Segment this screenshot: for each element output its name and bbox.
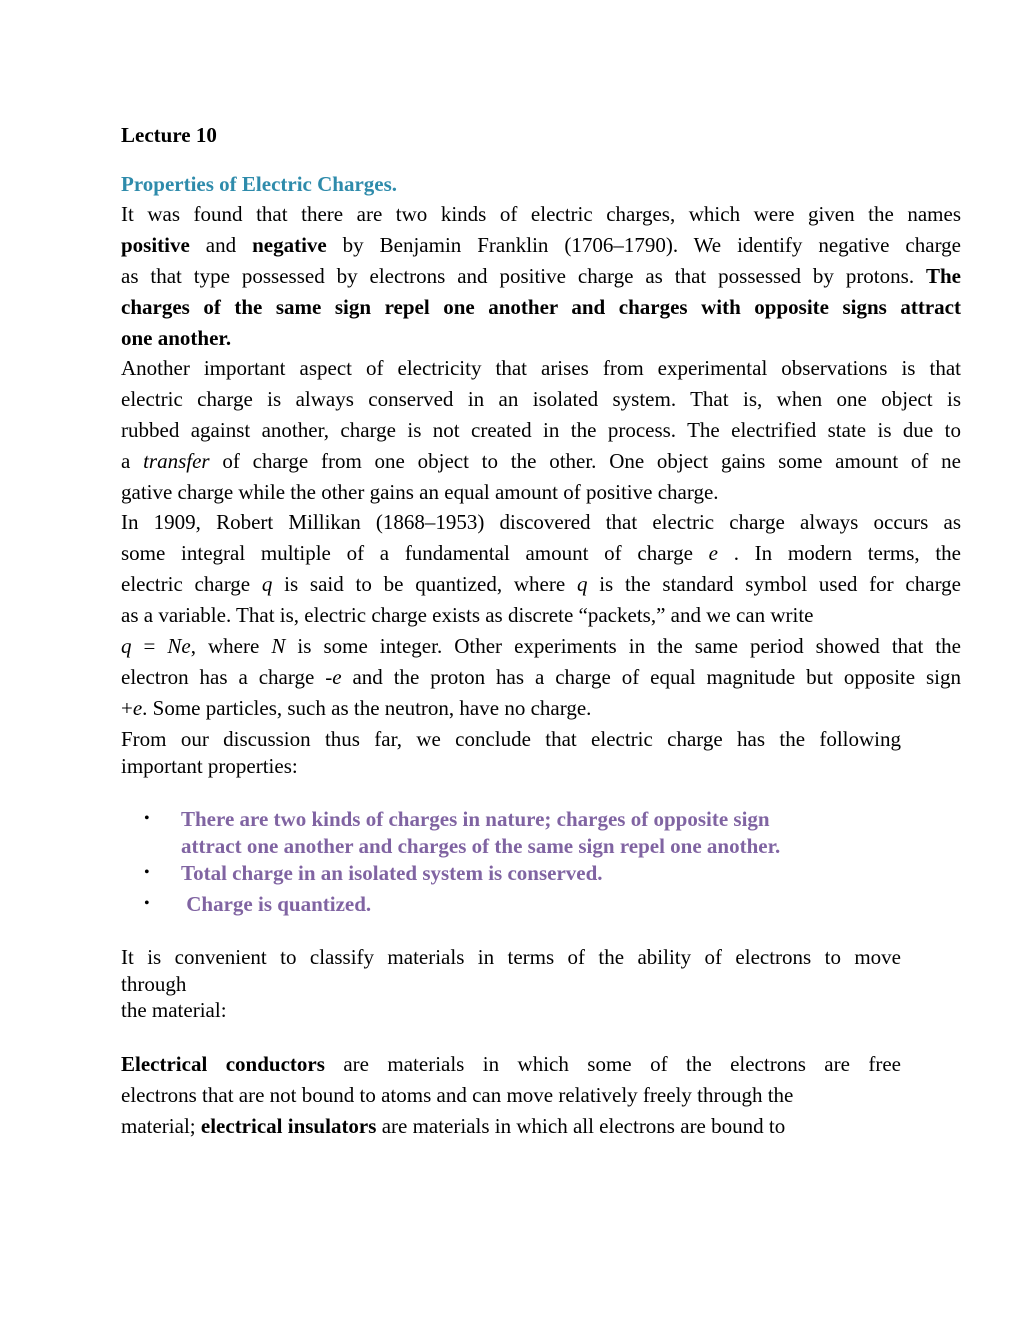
bold-run: The: [925, 264, 961, 288]
text-run: . Some particles, such as the neutron, have no charge.: [142, 696, 592, 720]
text-run: is some integer. Other experiments in the same period showed that the: [285, 634, 962, 658]
bullet-2: Total charge in an isolated system is conserved.: [181, 861, 603, 885]
text-run: electric charge: [121, 572, 262, 596]
para1-line1: It was found that there are two kinds of electric charges, which were given the names: [121, 202, 961, 226]
text-run: =: [131, 634, 168, 658]
italic-run: N: [271, 634, 286, 658]
text-run: as that type possessed by electrons and positive charge as that possessed by protons.: [121, 264, 926, 288]
text-run: material;: [121, 1114, 201, 1138]
para1-line4: charges of the same sign repel one another and charges with opposite signs attract: [121, 295, 961, 319]
italic-run: Ne: [167, 634, 191, 658]
italic-run: e: [332, 665, 342, 689]
term-electrical-conductors: Electrical conductors: [121, 1052, 325, 1076]
para1-line2: [121, 232, 961, 258]
italic-run: q: [576, 572, 588, 596]
text-run: are materials in which all electrons are bound to: [376, 1114, 786, 1138]
italic-run: q: [121, 634, 132, 658]
para2-line4: [121, 448, 961, 474]
para4-line1: From our discussion thus far, we conclude that electric charge has the following: [121, 727, 901, 751]
para1-line5: one another.: [121, 326, 232, 350]
bullet-dot: •: [144, 864, 150, 881]
para3-line3: [121, 571, 961, 597]
para3-line1: In 1909, Robert Millikan (1868–1953) discovered that electric charge always occurs as: [121, 510, 961, 534]
para2-line3: rubbed against another, charge is not created in the process. The electrified state is due to: [121, 418, 961, 442]
para5-line3: the material:: [121, 998, 227, 1022]
italic-run: e: [708, 541, 718, 565]
text-run: a: [121, 449, 144, 473]
term-negative: negative: [252, 233, 327, 257]
bullet-1-line1: There are two kinds of charges in nature; charges of opposite sign: [181, 807, 770, 831]
text-run: are materials in which some of the electrons are free: [324, 1052, 902, 1076]
text-run: and: [189, 233, 253, 257]
para6-line1: [121, 1051, 901, 1077]
text-run: , where: [190, 634, 272, 658]
para3-line5: [121, 633, 961, 659]
term-positive: positive: [121, 233, 190, 257]
para2-line5: gative charge while the other gains an equal amount of positive charge.: [121, 480, 719, 504]
para6-line3: [121, 1113, 961, 1139]
para5-line1: It is convenient to classify materials in terms of the ability of electrons to move: [121, 945, 901, 969]
bullet-1-line2: attract one another and charges of the same sign repel one another.: [181, 834, 781, 858]
para2-line2: electric charge is always conserved in an isolated system. That is, when one object is: [121, 387, 961, 411]
para5-line2: through: [121, 972, 187, 996]
para6-line2: electrons that are not bound to atoms and can move relatively freely through the: [121, 1083, 794, 1107]
text-run: is the standard symbol used for charge: [587, 572, 962, 596]
text-run: and the proton has a charge of equal magnitude but opposite sign: [341, 665, 961, 689]
text-run: +: [121, 696, 133, 720]
italic-run: transfer: [143, 449, 210, 473]
text-run: electron has a charge -: [121, 665, 333, 689]
italic-run: q: [261, 572, 273, 596]
para3-line7: [121, 695, 961, 721]
para3-line2: [121, 540, 961, 566]
bullet-dot: •: [144, 895, 150, 912]
para3-line6: [121, 664, 961, 690]
text-run: some integral multiple of a fundamental amount of charge: [121, 541, 709, 565]
text-run: . In modern terms, the: [718, 541, 961, 565]
term-electrical-insulators: electrical insulators: [200, 1114, 377, 1138]
para1-line3: [121, 263, 961, 289]
text-run: by Benjamin Franklin (1706–1790). We identify negative charge: [326, 233, 962, 257]
bullet-3: Charge is quantized.: [181, 892, 372, 916]
section-title: Properties of Electric Charges.: [121, 172, 398, 196]
para3-line4: as a variable. That is, electric charge exists as discrete “packets,” and we can write: [121, 603, 814, 627]
para4-line2: important properties:: [121, 754, 298, 778]
text-run: of charge from one object to the other. One object gains some amount of ne: [209, 449, 961, 473]
italic-run: e: [132, 696, 143, 720]
para2-line1: Another important aspect of electricity that arises from experimental observations is that: [121, 356, 961, 380]
text-run: is said to be quantized, where: [272, 572, 577, 596]
bullet-dot: •: [144, 810, 150, 827]
lecture-heading: Lecture 10: [121, 123, 217, 147]
